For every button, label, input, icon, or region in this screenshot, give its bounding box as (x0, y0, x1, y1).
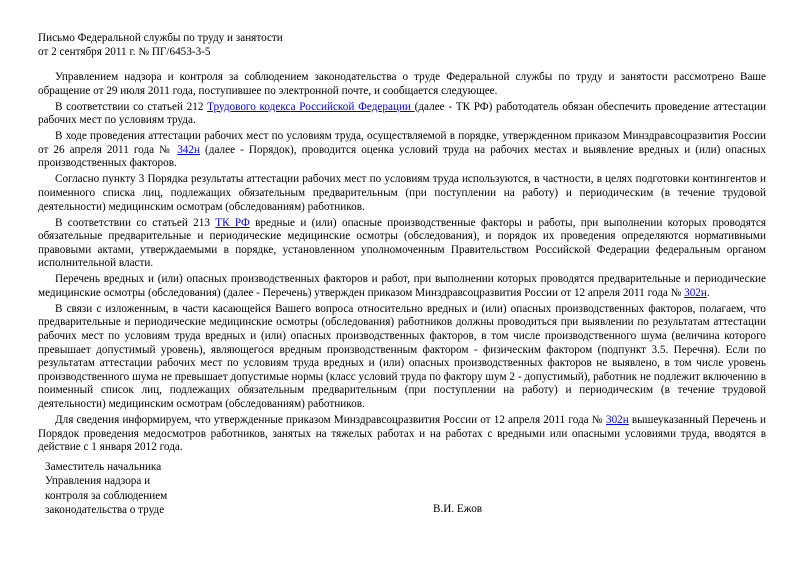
header-date-number: от 2 сентября 2011 г. № ПГ/6453-3-5 (38, 46, 211, 58)
labor-code-link[interactable]: Трудового кодекса Российской Федерации (207, 100, 415, 113)
header-title: Письмо Федеральной службы по труду и занятости (38, 32, 283, 44)
paragraph-3: В ходе проведения аттестации рабочих мест по условиям труда, осуществляемой в порядке, утвержденном приказом Минздравсоцразвития России от 26 апреля 2011 года № 342н (далее - Порядок), проводится оценка условий труда на рабочих местах и выявление вредных и (или) опасных производственных факторов. (38, 130, 766, 170)
paragraph-5: В соответствии со статьей 213 ТК РФ вредные и (или) опасные производственные факторы и работы, при выполнении которых проводятся обязательные предварительные и периодические медицинские осмотры (обследования), и порядок их проведения определяются нормативными правовыми актами, утверждаемыми в порядке, установленном уполномоченным Правительством Российской Федерации федеральным органом исполнительной власти. (38, 216, 766, 270)
tk-rf-link[interactable]: ТК РФ (215, 216, 250, 229)
document-header (38, 31, 283, 59)
signature-position: Заместитель начальника Управления надзора и контроля за соблюдением законодательства о труде (45, 461, 168, 517)
paragraph-7: В связи с изложенным, в части касающейся Вашего вопроса относительно вредных и (или) опасных производственных факторов, полагаем, что предварительные и периодические медицинские осмотры (обследования) работников должны проводиться при выявлении по результатам аттестации рабочих мест по условиям труда вредных и (или) опасных производственных факторов, в том числе производственного шума (величина которого превышает допустимый уровень), являющегося вредным производственным фактором - физическим фактором (подпункт 3.5. Перечня). Если по результатам аттестации рабочих мест по условиям труда вредных и (или) опасных производственных факторов не выявлено, в том числе уровень производственного шума не превышает допустимые нормы (класс условий труда по фактору шум 2 - допустимый), работник не подлежит включению в поименный список лиц, подлежащих обязательным предварительным (при поступлении на работу) и периодическим (в течение трудовой деятельности) медицинским осмотрам (обследованиям) работников. (38, 302, 766, 410)
paragraph-4: Согласно пункту 3 Порядка результаты аттестации рабочих мест по условиям труда используются, в частности, в целях подготовки контингентов и поименного списка лиц, подлежащих обязательным предварительным (при поступлении на работу) и периодическим (в течение трудовой деятельности) медицинским осмотрам (обследованиям) работников. (38, 173, 766, 213)
document-body (38, 71, 766, 457)
paragraph-1: Управлением надзора и контроля за соблюдением законодательства о труде Федеральной службы по труду и занятости рассмотрено Ваше обращение от 29 июля 2011 года, поступившее по электронной почте, и сообщается следующее. (38, 71, 766, 97)
paragraph-8: Для сведения информируем, что утвержденные приказом Минздравсоцразвития России от 12 апреля 2011 года № 302н вышеуказанный Перечень и Порядок проведения медосмотров работников, занятых на тяжелых работах и на работах с вредными или опасными условиями труда, вводятся в действие с 1 января 2012 года. (38, 413, 766, 454)
paragraph-6: Перечень вредных и (или) опасных производственных факторов и работ, при выполнении которых проводятся предварительные и периодические медицинские осмотры (обследования) (далее - Перечень) утвержден приказом Минздравсоцразвития России от 12 апреля 2011 года № 302н. (38, 273, 766, 299)
paragraph-2: В соответствии со статьей 212 Трудового кодекса Российской Федерации (далее - ТК РФ) работодатель обязан обеспечить проведение аттестации рабочих мест по условиям труда. (38, 100, 766, 127)
signature-name: В.И. Ежов (433, 503, 483, 515)
order-302n-link[interactable]: 302н (684, 286, 707, 299)
order-342n-link[interactable]: 342н (177, 143, 200, 156)
order-302n-link-2[interactable]: 302н (605, 413, 629, 426)
